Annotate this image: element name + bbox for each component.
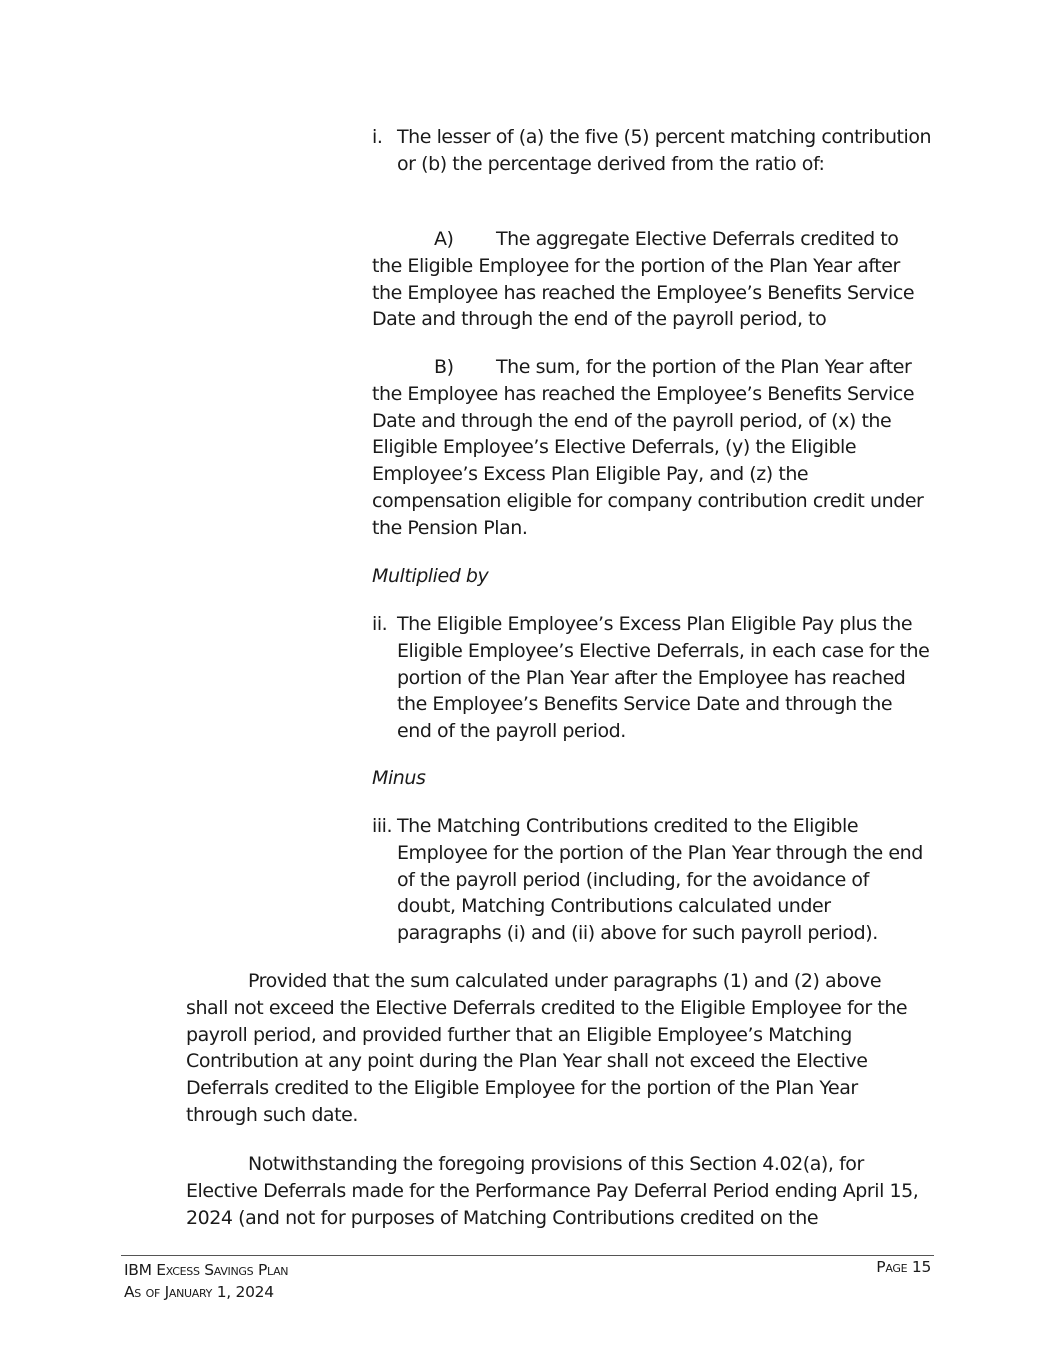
footer-divider — [121, 1255, 934, 1256]
list-item-i — [372, 124, 932, 178]
list-number-iii: iii. — [372, 815, 393, 837]
list-text-iii: The Matching Contributions credited to the Eligible Employee for the portion of the Plan Year through the end of the payroll period (including, for the avoidance of doubt, Matching Contributions calculated under paragraphs (i) and (ii) above for such payroll period). — [397, 815, 923, 945]
paragraph-notwithstanding-text: Notwithstanding the foregoing provisions of this Section 4.02(a), for Elective Deferrals made for the Performance Pay Deferral Period ending April 15, 2024 (and not for purposes of Matching Contributions credited on the — [186, 1153, 919, 1229]
sub-paragraph-a — [372, 226, 932, 333]
list-text-i: The lesser of (a) the five (5) percent matching contribution or (b) the percentage derived from the ratio of: — [397, 126, 932, 175]
list-text-ii: The Eligible Employee’s Excess Plan Eligible Pay plus the Eligible Employee’s Elective Deferrals, in each case for the portion of the Plan Year after the Employee has reached the Employee’s Benefits Service Date and through the end of the payroll period. — [397, 613, 930, 743]
sub-paragraph-b — [372, 354, 932, 542]
list-number-ii: ii. — [372, 613, 388, 635]
footer-page-number: Page 15 — [876, 1258, 931, 1276]
sub-text-b: The sum, for the portion of the Plan Year after the Employee has reached the Employee’s Benefits Service Date and through the end of the payroll period, of (x) the Eligible Employee’s Elective Deferrals, (y) the Eligible Employee’s Excess Plan Eligible Pay, and (z) the compensation eligible for company contribution credit under the Pension Plan. — [372, 356, 924, 539]
footer-plan-name: IBM Excess Savings Plan — [124, 1261, 289, 1279]
paragraph-notwithstanding — [186, 1151, 926, 1231]
paragraph-provided-text: Provided that the sum calculated under paragraphs (1) and (2) above shall not exceed the Elective Deferrals credited to the Eligible Employee for the payroll period, and provided further that an Eligible Employee’s Matching Contribution at any point during the Plan Year shall not exceed the Elective Deferrals credited to the Eligible Employee for the portion of the Plan Year through such date. — [186, 970, 908, 1126]
sub-label-a: A) — [434, 228, 454, 250]
list-item-ii — [372, 611, 932, 745]
multiplied-by-label: Multiplied by — [372, 565, 489, 587]
paragraph-provided — [186, 968, 926, 1129]
list-item-iii — [372, 813, 932, 947]
minus-label: Minus — [372, 767, 426, 789]
footer-as-of-date: As of January 1, 2024 — [124, 1283, 274, 1301]
sub-label-b: B) — [434, 356, 454, 378]
sub-text-a: The aggregate Elective Deferrals credited to the Eligible Employee for the portion of the Plan Year after the Employee has reached the Employee’s Benefits Service Date and through the end of the payroll period, to — [372, 228, 915, 331]
list-number-i: i. — [372, 126, 383, 148]
